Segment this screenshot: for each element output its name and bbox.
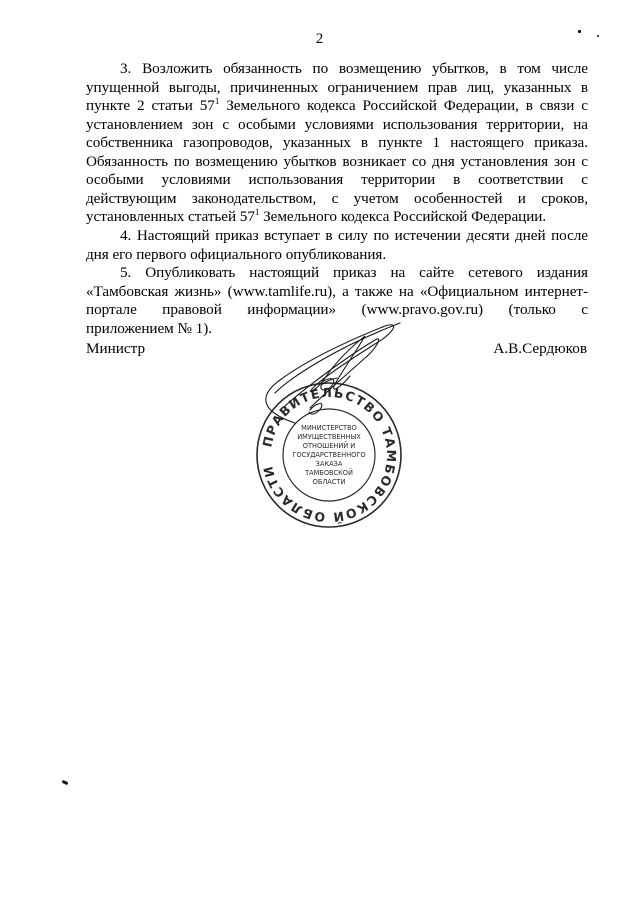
seal-inner-line: МИНИСТЕРСТВО: [301, 424, 357, 432]
paragraph-line: 5. Опубликовать настоящий приказ на сайте сетевого издания: [120, 264, 588, 281]
seal-inner-line: ТАМБОВСКОЙ: [305, 469, 353, 477]
paragraph-line: действующим законодательством, с учетом особенностей и сроков,: [86, 189, 588, 207]
seal-inner-line: ГОСУДАРСТВЕННОГО: [292, 451, 366, 459]
signer-position: Министр: [86, 340, 146, 357]
scan-speck: [578, 30, 581, 33]
handwritten-signature: [225, 318, 410, 438]
scan-speck: [597, 35, 599, 37]
paragraph-line: установлением зон с особыми условиями использования территории, на: [86, 115, 588, 133]
page-number: 2: [315, 31, 324, 47]
seal-inner-line: ОБЛАСТИ: [312, 478, 346, 486]
paragraph-line: дня его первого официального опубликования.: [86, 245, 387, 263]
paragraph-line: особыми условиями использования территории в соответствии с: [86, 171, 588, 188]
paragraph-4: [86, 227, 588, 264]
paragraph-line: собственника газопроводов, указанных в пункте 1 настоящего приказа.: [86, 134, 588, 151]
signer-name: А.В.Сердюков: [493, 340, 587, 357]
paragraph-line: 4. Настоящий приказ вступает в силу по истечении десяти дней после: [120, 227, 588, 244]
paragraph-3: [86, 60, 588, 227]
seal-inner-line: ИМУЩЕСТВЕННЫХ: [297, 433, 361, 441]
paragraph-line: «Тамбовская жизнь» (www.tamlife.ru), а также на «Официальном интернет-: [86, 282, 588, 300]
scan-speck: [62, 780, 69, 785]
paragraph-line: портале правовой информации» (www.pravo.gov.ru) (только с: [86, 301, 588, 318]
seal-outer-text: ПРАВИТЕЛЬСТВО ТАМБОВСКОЙ ОБЛАСТИ: [259, 384, 400, 526]
paragraph-line: пункте 2 статьи $57^1$ Земельного кодекса Российской Федерации, в связи с: [86, 96, 589, 114]
paragraph-line: приложением № 1).: [86, 319, 212, 337]
paragraph-line: установленных статьей $57^1$ Земельного кодекса Российской Федерации.: [86, 207, 547, 225]
seal-inner-line: ОТНОШЕНИЙ И: [302, 442, 356, 450]
paragraph-line: 3. Возложить обязанность по возмещению убытков, в том числе: [120, 60, 588, 77]
seal-inner-line: ЗАКАЗА: [315, 460, 343, 468]
paragraph-line: упущенной выгоды, причиненных ограничением прав лиц, указанных в: [86, 78, 588, 96]
paragraph-line: Обязанность по возмещению убытков возникает со дня установления зон с: [86, 152, 588, 170]
